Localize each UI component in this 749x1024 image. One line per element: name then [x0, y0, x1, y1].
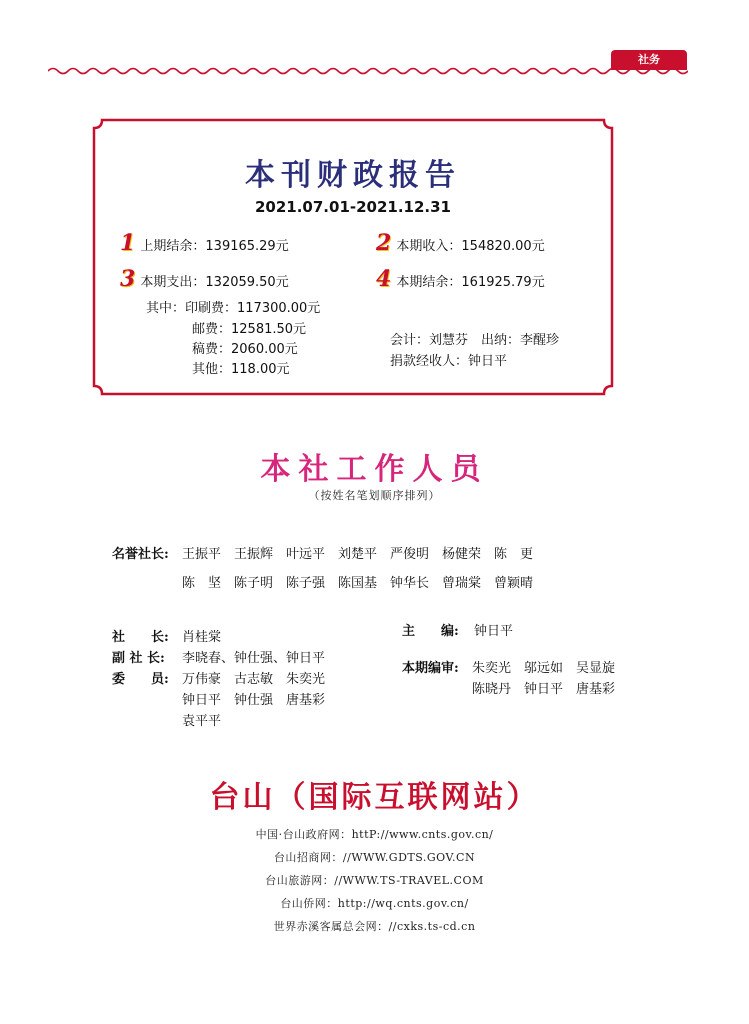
finance-item-text: 本期结余：161925.79元: [396, 275, 545, 290]
finance-item-text: 本期支出：132059.50元: [140, 275, 289, 290]
finance-item-3: [120, 266, 289, 292]
number-badge: 2: [376, 230, 392, 256]
expense-breakdown-printing: 其中：印刷费：117300.00元: [146, 301, 321, 316]
number-badge: 4: [376, 266, 392, 292]
website-link-investment[interactable]: 台山招商网：//WWW.GDTS.GOV.CN: [273, 851, 476, 864]
staff-order-note: （按姓名笔划顺序排列）: [308, 489, 441, 502]
chief-editor-label: 主 编:: [402, 624, 459, 639]
staff-section-title: 本社工作人员: [260, 452, 489, 487]
accountant-cashier: 会计：刘慧芬 出纳：李醒珍: [390, 333, 560, 348]
vice-president-names: 李晓春、钟仕强、钟日平: [182, 651, 326, 666]
issue-reviewers-row1: 朱奕光 邬远如 吴显旋: [472, 661, 616, 676]
finance-item-4: [376, 266, 545, 292]
honorary-president-names-row1: 王振平 王振辉 叶远平 刘楚平 严俊明 杨健荣 陈 更: [182, 547, 534, 562]
number-badge: 3: [120, 266, 136, 292]
section-tab: 社务: [611, 50, 687, 70]
website-link-government[interactable]: 中国·台山政府网：httP://www.cnts.gov.cn/: [255, 828, 494, 841]
finance-item-2: [376, 230, 545, 256]
committee-names-row2: 钟日平 钟仕强 唐基彩: [182, 693, 326, 708]
president-label: 社 长:: [112, 630, 169, 645]
president-names: 肖桂棠: [182, 630, 222, 645]
finance-report-title: 本刊财政报告: [245, 158, 461, 193]
expense-breakdown-postage: 邮费：12581.50元: [192, 322, 307, 337]
decorative-wave-divider: [48, 66, 688, 76]
website-link-tourism[interactable]: 台山旅游网：//WWW.TS-TRAVEL.COM: [265, 874, 484, 887]
issue-reviewers-row2: 陈晓丹 钟日平 唐基彩: [472, 682, 616, 697]
number-badge: 1: [120, 230, 136, 256]
honorary-president-names-row2: 陈 坚 陈子明 陈子强 陈国基 钟华长 曾瑞棠 曾颖晴: [182, 576, 534, 591]
honorary-president-label: 名誉社长:: [112, 547, 169, 562]
website-link-overseas-chinese[interactable]: 台山侨网：http://wq.cnts.gov.cn/: [280, 897, 469, 910]
committee-names-row1: 万伟豪 古志敏 朱奕光: [182, 672, 326, 687]
donation-receiver: 捐款经收人：钟日平: [390, 354, 508, 369]
finance-report-period: 2021.07.01-2021.12.31: [254, 198, 451, 216]
vice-president-label: 副 社 长:: [112, 651, 165, 666]
finance-item-text: 本期收入：154820.00元: [396, 239, 545, 254]
expense-breakdown-fees: 稿费：2060.00元: [192, 342, 298, 357]
issue-reviewers-label: 本期编审:: [402, 661, 459, 676]
finance-item-1: [120, 230, 289, 256]
committee-names-row3: 袁平平: [182, 714, 222, 729]
taishan-websites-title: 台山（国际互联网站）: [209, 780, 540, 815]
finance-item-text: 上期结余：139165.29元: [140, 239, 289, 254]
committee-label: 委 员:: [112, 672, 169, 687]
website-link-chixi-hakka[interactable]: 世界赤溪客属总会网：//cxks.ts-cd.cn: [273, 920, 476, 933]
chief-editor-names: 钟日平: [474, 624, 514, 639]
expense-breakdown-other: 其他：118.00元: [192, 362, 290, 377]
